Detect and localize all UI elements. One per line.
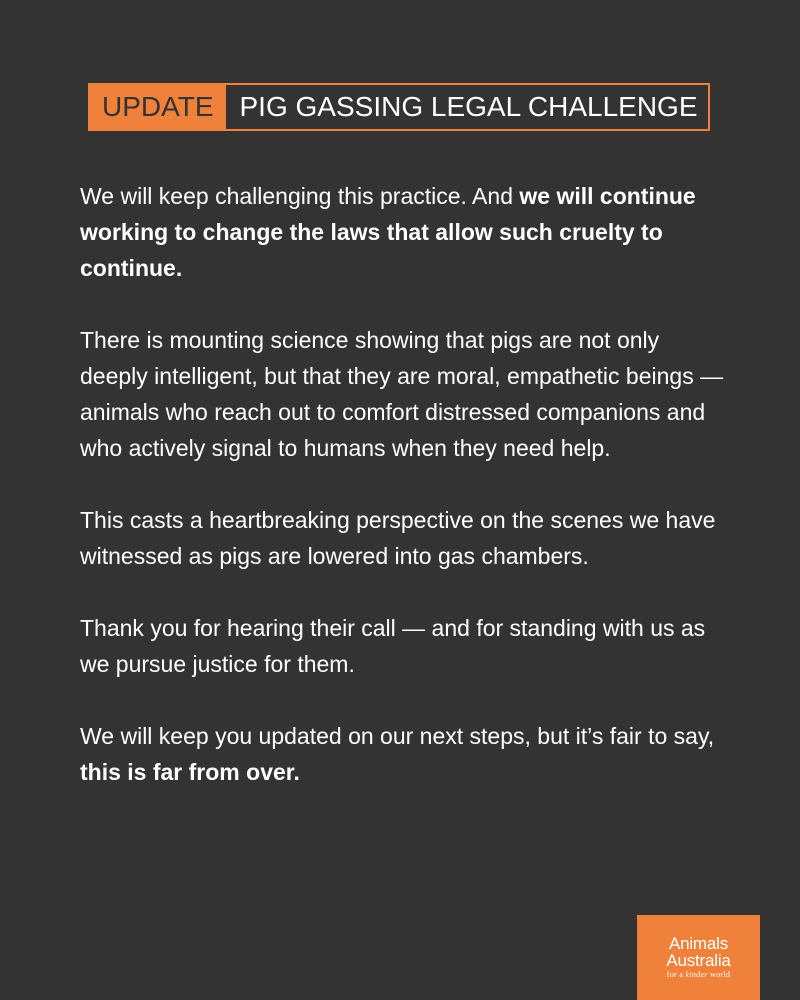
logo-tagline-em: kinder [685, 970, 708, 979]
paragraph-1-text: We will keep challenging this practice. And [80, 183, 520, 209]
paragraph-4 [80, 610, 730, 682]
paragraph-2-text: There is mounting science showing that pigs are not only deeply intelligent, but that they are moral, empathetic beings — animals who reach out to comfort distressed companions and who actively signal to humans when they need help. [80, 327, 724, 461]
paragraph-3 [80, 502, 730, 574]
logo-line-1: Animals [668, 934, 729, 953]
header-banner [88, 83, 710, 131]
paragraph-3-text: This casts a heartbreaking perspective on the scenes we have witnessed as pigs are lowered into gas chambers. [80, 507, 716, 569]
header-title: PIG GASSING LEGAL CHALLENGE [239, 91, 698, 122]
paragraph-4-text: Thank you for hearing their call — and for standing with us as we pursue justice for them. [80, 615, 706, 677]
update-tag: UPDATE [90, 85, 226, 129]
paragraph-5-bold: this is far from over. [80, 759, 300, 785]
logo-tagline-pre: for a [666, 970, 686, 979]
paragraph-2 [80, 322, 730, 466]
paragraph-5-text: We will keep you updated on our next steps, but it’s fair to say, [80, 723, 715, 749]
logo-tagline-post: world [707, 970, 731, 979]
paragraph-1 [80, 178, 730, 286]
paragraph-5 [80, 718, 730, 790]
animals-australia-logo [637, 915, 760, 1000]
paragraph-1-bold: we will continue working to change the laws that allow such cruelty to continue. [80, 183, 696, 281]
logo-tagline [637, 969, 760, 981]
logo-line-2: Australia [666, 951, 731, 970]
body-text [80, 178, 730, 826]
